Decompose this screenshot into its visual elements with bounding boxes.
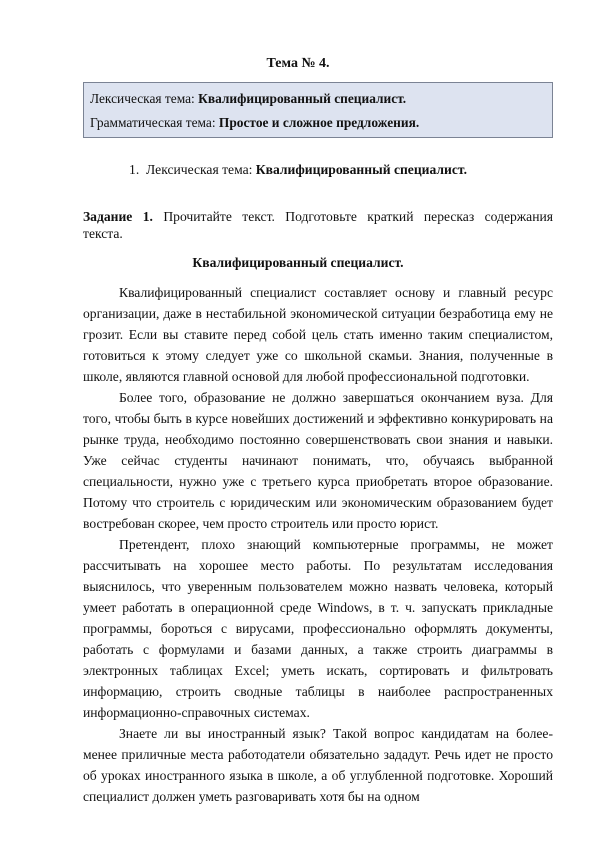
section-number: 1.: [129, 162, 140, 177]
task-label: Задание 1.: [83, 209, 153, 224]
lexical-topic-value: Квалифицированный специалист.: [198, 91, 407, 106]
task-text: Прочитайте текст. Подготовьте краткий пересказ содержания текста.: [83, 209, 554, 241]
grammar-topic-line: [90, 111, 546, 135]
lexical-topic-line: [90, 87, 546, 111]
paragraph: Знаете ли вы иностранный язык? Такой вопрос кандидатам на более-менее приличные места работодатели обязательно зададут. Речь идет не просто об уроках иностранного языка в школе, а об углубленной подготовке. Хороший специалист должен уметь разговаривать хотя бы на одном: [83, 726, 553, 804]
paragraph: Квалифицированный специалист составляет основу и главный ресурс организации, даже в нестабильной экономической ситуации безработица ему не грозит. Если вы ставите перед собой цель стать именно таким специалистом, готовиться к этому следует уже со школьной скамьи. Знания, полученные в школе, являются главной основой для любой профессиональной подготовки.: [83, 285, 553, 384]
document-heading: Тема № 4.: [266, 56, 330, 71]
grammar-topic-value: Простое и сложное предложения.: [218, 115, 420, 130]
lexical-topic-label: Лексическая тема:: [90, 91, 195, 106]
body-text: [83, 282, 553, 807]
topic-box: [83, 82, 553, 138]
section-label: Лексическая тема:: [146, 162, 253, 177]
paragraph: Претендент, плохо знающий компьютерные программы, не может рассчитывать на хорошее место работы. По результатам исследования выяснилось, что уверенным пользователем можно назвать человека, который умеет работать в операционной среде Windows, в т. ч. запускать прикладные программы, бороться с вирусами, профессионально оформлять документы, работать с формулами и базами данных, а также строить диаграммы в электронных таблицах Excel; уметь искать, сортировать и фильтровать информацию, строить сводные таблицы в наиболее распространенных информационно-справочных системах.: [83, 537, 553, 720]
paragraph: Более того, образование не должно завершаться окончанием вуза. Для того, чтобы быть в курсе новейших достижений и эффективно конкурировать на рынке труда, необходимо постоянно совершенствовать свои знания и навыки. Уже сейчас студенты начинают понимать, что, обучаясь выбранной специальности, нужно уже с третьего курса приобретать второе образование. Потому что строитель с юридическим или экономическим образованием будет востребован скорее, чем просто строитель или просто юрист.: [83, 390, 553, 531]
task-instruction: [83, 208, 553, 242]
text-title: Квалифицированный специалист.: [192, 255, 404, 270]
section-value: Квалифицированный специалист.: [255, 162, 467, 177]
grammar-topic-label: Грамматическая тема:: [90, 115, 216, 130]
section-title: [0, 162, 596, 178]
